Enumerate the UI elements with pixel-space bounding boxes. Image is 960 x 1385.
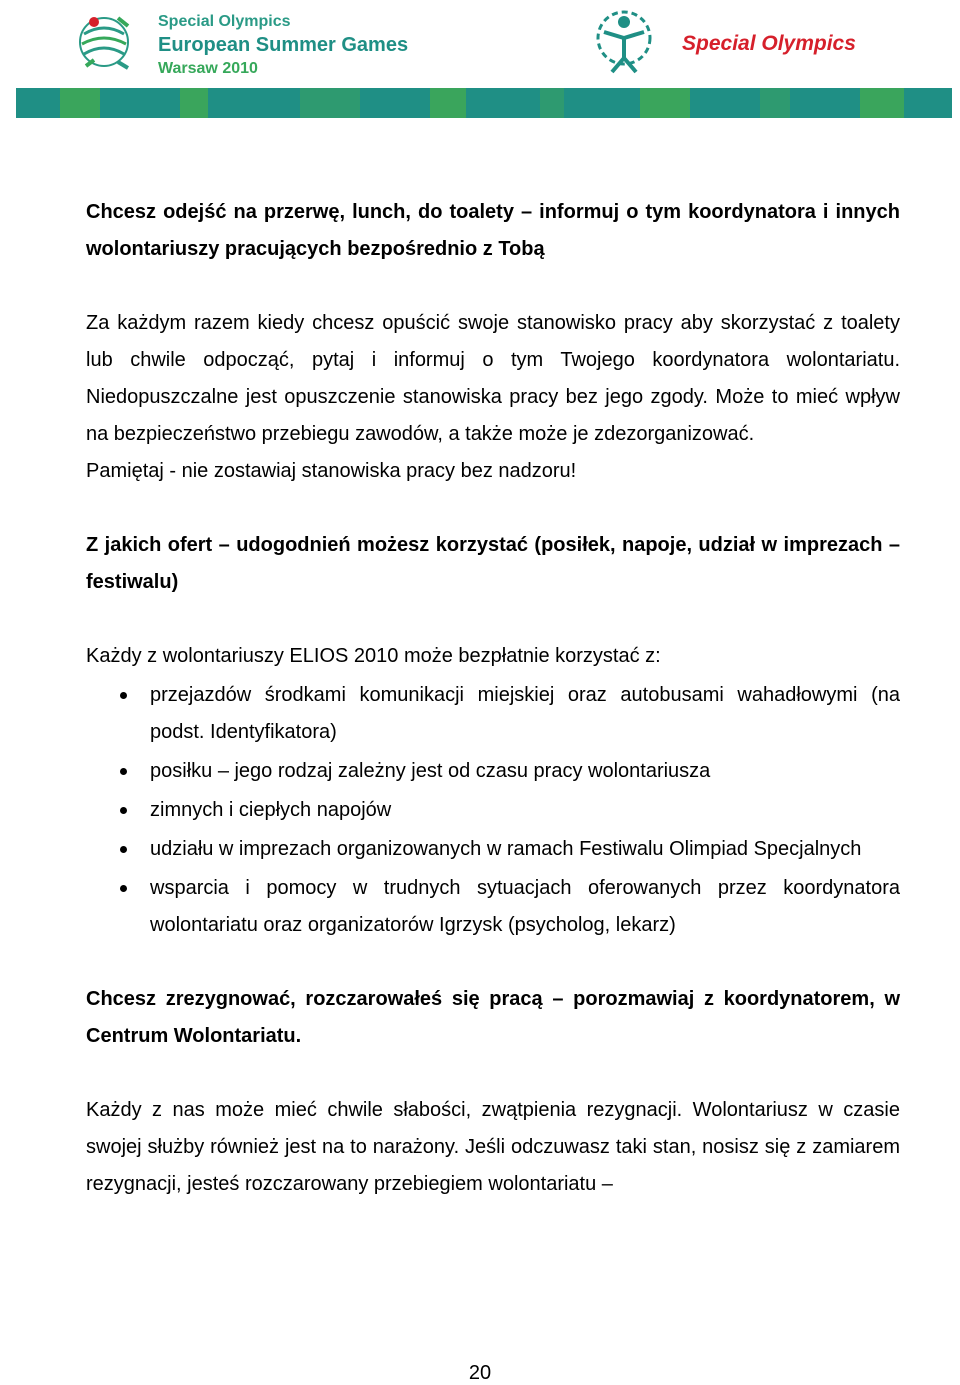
bullet-icon bbox=[120, 692, 127, 699]
list-item-text: przejazdów środkami komunikacji miejskiej oraz autobusami wahadłowymi (na podst. Identyfikatora) bbox=[150, 684, 900, 743]
event-logo-line2: European Summer Games bbox=[158, 34, 409, 56]
special-olympics-figure-icon bbox=[598, 12, 650, 72]
brand-logo-text: Special Olympics bbox=[682, 32, 856, 55]
list-item-text: udziału w imprezach organizowanych w ramach Festiwalu Olimpiad Specjalnych bbox=[150, 838, 862, 860]
header-color-band bbox=[16, 88, 952, 118]
resign-body: Każdy z nas może mieć chwile słabości, zwątpienia rezygnacji. Wolontariusz w czasie swojej służby również jest na to narażony. Jeśli odczuwasz taki stan, nosisz się z zamiarem rezygnacji, jesteś rozczarowany przebiegiem wolontariatu – bbox=[86, 1099, 900, 1195]
bullet-icon bbox=[120, 768, 127, 775]
list-item bbox=[86, 792, 900, 829]
document-body bbox=[86, 194, 900, 1203]
resign-heading: Chcesz zrezygnować, rozczarowałeś się pracą – porozmawiaj z koordynatorem, w Centrum Wolontariatu. bbox=[86, 988, 900, 1047]
break-body: Za każdym razem kiedy chcesz opuścić swoje stanowisko pracy aby skorzystać z toalety lub chwile odpocząć, pytaj i informuj o tym Twojego koordynatora wolontariatu. Niedopuszczalne jest opuszczenie stanowiska pracy bez jego zgody. Może to mieć wpływ na bezpieczeństwo przebiegu zawodów, a także może je zdezorganizować. bbox=[86, 312, 900, 445]
event-logo-line3: Warsaw 2010 bbox=[158, 60, 258, 77]
event-logo-line1: Special Olympics bbox=[158, 13, 291, 30]
list-item bbox=[86, 677, 900, 751]
bullet-icon bbox=[120, 885, 127, 892]
break-reminder: Pamiętaj - nie zostawiaj stanowiska pracy bez nadzoru! bbox=[86, 460, 577, 482]
list-item bbox=[86, 870, 900, 944]
break-heading: Chcesz odejść na przerwę, lunch, do toalety – informuj o tym koordynatora i innych wolontariuszy pracujących bezpośrednio z Tobą bbox=[86, 201, 900, 260]
perks-heading: Z jakich ofert – udogodnień możesz korzystać (posiłek, napoje, udział w imprezach – festiwalu) bbox=[86, 534, 900, 593]
header-graphic bbox=[0, 0, 960, 122]
list-item-text: wsparcia i pomocy w trudnych sytuacjach oferowanych przez koordynatora wolontariatu oraz organizatorów Igrzysk (psycholog, lekarz) bbox=[150, 877, 900, 936]
event-emblem-icon bbox=[80, 17, 128, 68]
page-header bbox=[0, 0, 960, 122]
list-item-text: zimnych i ciepłych napojów bbox=[150, 799, 392, 821]
perks-list bbox=[86, 677, 900, 944]
list-item bbox=[86, 831, 900, 868]
list-item bbox=[86, 753, 900, 790]
page-number: 20 bbox=[468, 1362, 492, 1384]
list-item-text: posiłku – jego rodzaj zależny jest od czasu pracy wolontariusza bbox=[150, 760, 711, 782]
perks-intro: Każdy z wolontariuszy ELIOS 2010 może bezpłatnie korzystać z: bbox=[86, 645, 661, 667]
bullet-icon bbox=[120, 846, 127, 853]
bullet-icon bbox=[120, 807, 127, 814]
